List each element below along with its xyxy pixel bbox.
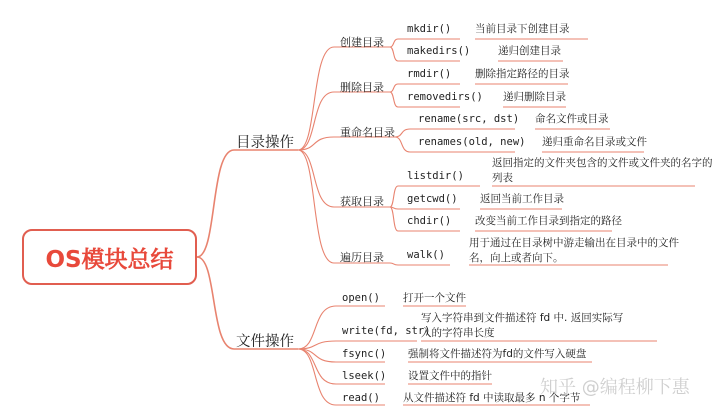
fn-listdir: listdir() — [407, 170, 464, 182]
group-rename-dir: 重命名目录 — [340, 126, 395, 139]
fn-rename: rename(src, dst) — [418, 113, 520, 125]
fn-open: open() — [342, 292, 380, 304]
fn-rmdir: rmdir() — [407, 68, 452, 80]
link-group-3-item-0 — [390, 186, 398, 207]
desc-getcwd: 返回当前工作目录 — [480, 193, 564, 205]
link-file-item-3 — [298, 349, 336, 384]
fn-makedirs: makedirs() — [407, 45, 471, 57]
link-group-2-item-0 — [395, 129, 410, 137]
group-get-dir: 获取目录 — [340, 195, 384, 208]
fn-write: write(fd, str) — [342, 325, 431, 337]
group-walk-dir: 遍历目录 — [340, 251, 384, 264]
desc-walk: 用于通过在目录树中游走输出在目录中的文件 名，向上或者向下。 — [469, 237, 679, 264]
fn-walk: walk() — [407, 249, 445, 261]
link-file-item-0 — [298, 306, 336, 349]
fn-lseek: lseek() — [342, 370, 387, 382]
group-create-dir: 创建目录 — [340, 36, 384, 49]
link-dir-group-4 — [298, 150, 334, 263]
desc-lseek: 设置文件中的指针 — [408, 370, 492, 382]
fn-renames: renames(old, new) — [418, 136, 526, 148]
desc-listdir: 返回指定的文件夹包含的文件或文件夹的名字的 列表 — [492, 157, 713, 184]
link-group-4-item-0 — [390, 263, 398, 265]
desc-write: 写入字符串到文件描述符 fd 中. 返回实际写 入的字符串长度 — [421, 312, 624, 339]
desc-read: 从文件描述符 fd 中读取最多 n 个字节 — [403, 392, 581, 404]
fn-getcwd: getcwd() — [407, 193, 458, 205]
link-file-item-4 — [298, 349, 336, 405]
fn-chdir: chdir() — [407, 215, 452, 227]
desc-removedirs: 递归删除目录 — [503, 91, 566, 103]
fn-fsync: fsync() — [342, 348, 387, 360]
link-dir-group-1 — [298, 92, 334, 150]
desc-rename: 命名文件或目录 — [535, 113, 609, 125]
desc-rmdir: 删除指定路径的目录 — [475, 68, 570, 80]
link-dir-group-3 — [298, 150, 334, 207]
link-group-1-item-1 — [390, 92, 398, 107]
root-node: OS模块总结 — [22, 229, 197, 285]
desc-chdir: 改变当前工作目录到指定的路径 — [475, 215, 622, 227]
watermark: 知乎 @编程柳下惠 — [540, 377, 690, 398]
desc-fsync: 强制将文件描述符为fd的文件写入硬盘 — [408, 348, 587, 360]
link-group-3-item-2 — [390, 207, 398, 231]
branch-file-label: 文件操作 — [236, 334, 294, 350]
desc-makedirs: 递归创建目录 — [498, 45, 561, 57]
fn-removedirs: removedirs() — [407, 91, 483, 103]
link-group-0-item-1 — [390, 47, 398, 61]
link-root-file — [197, 257, 234, 349]
desc-open: 打开一个文件 — [403, 292, 466, 304]
fn-read: read() — [342, 392, 380, 404]
fn-mkdir: mkdir() — [407, 23, 452, 35]
desc-mkdir: 当前目录下创建目录 — [475, 23, 570, 35]
group-remove-dir: 删除目录 — [340, 81, 384, 94]
link-dir-group-0 — [298, 47, 334, 150]
link-group-1-item-0 — [390, 84, 398, 92]
desc-renames: 递归重命名目录或文件 — [542, 136, 647, 148]
branch-dir-label: 目录操作 — [236, 135, 294, 151]
link-group-0-item-0 — [390, 39, 398, 47]
link-group-2-item-1 — [395, 137, 410, 152]
link-root-dir — [197, 150, 234, 257]
